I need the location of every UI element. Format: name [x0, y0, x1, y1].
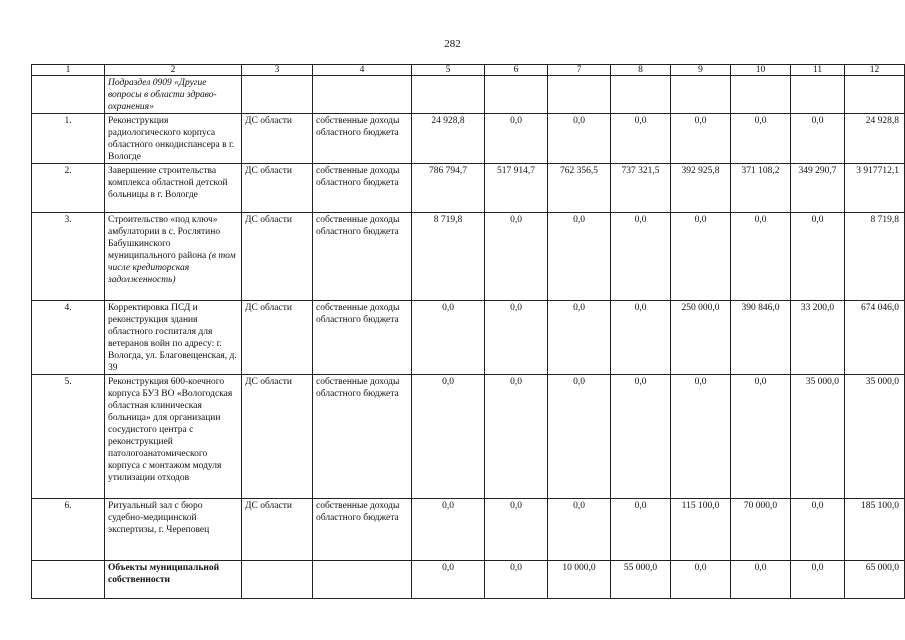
value-col8: 0,0 [611, 499, 671, 561]
table-row [32, 301, 905, 375]
header-cell-9: 9 [671, 65, 731, 76]
table-row [32, 375, 905, 499]
value-col5: 0,0 [412, 499, 485, 561]
municipal-row [32, 561, 905, 599]
value-col10: 70 000,0 [731, 499, 791, 561]
value-col10: 0,0 [731, 375, 791, 499]
header-row [32, 65, 905, 76]
value-col6: 0,0 [485, 213, 548, 301]
value-col8: 0,0 [611, 301, 671, 375]
table-row [32, 213, 905, 301]
page-number: 282 [444, 38, 461, 50]
table-row [32, 499, 905, 561]
customer: ДС области [242, 213, 313, 301]
value-col8: 0,0 [611, 213, 671, 301]
value-col11: 35 000,0 [791, 375, 845, 499]
funding-source: собственные доходы областного бюджета [313, 375, 412, 499]
value-col7: 0,0 [548, 301, 611, 375]
value-col10: 0,0 [731, 213, 791, 301]
value-total: 65 000,0 [845, 561, 905, 599]
value-col11: 0,0 [791, 213, 845, 301]
value-col5: 0,0 [412, 375, 485, 499]
value-col10: 371 108,2 [731, 164, 791, 213]
customer: ДС области [242, 499, 313, 561]
table-row [32, 164, 905, 213]
value-col9: 392 925,8 [671, 164, 731, 213]
value-col11: 33 200,0 [791, 301, 845, 375]
object-name: Строительство «под ключ» амбулатории в с. Рослятино Бабушкинского муниципального района (в том числе кредиторская задолженность) [105, 213, 242, 301]
header-cell-5: 5 [412, 65, 485, 76]
value-col11: 349 290,7 [791, 164, 845, 213]
value-col6: 0,0 [485, 114, 548, 164]
object-name: Ритуальный зал с бюро судебно-медицинской экспертизы, г. Череповец [105, 499, 242, 561]
header-cell-1: 1 [32, 65, 105, 76]
value-col9: 0,0 [671, 375, 731, 499]
object-name-note: (в том числе кредиторская задолженность) [108, 251, 236, 285]
object-name: Завершение строительства комплекса областной детской больницы в г. Вологде [105, 164, 242, 213]
funding-source: собственные доходы областного бюджета [313, 213, 412, 301]
value-col6: 0,0 [485, 375, 548, 499]
subsection-row [32, 76, 905, 114]
value-col6: 0,0 [485, 561, 548, 599]
value-col11: 0,0 [791, 499, 845, 561]
customer: ДС области [242, 164, 313, 213]
row-number: 2. [32, 164, 105, 213]
object-name: Реконструкция 600-коечного корпуса БУЗ ВО «Вологодская областная клиническая больница» для организации сосудистого центра с реконструкцией патологоанатомического корпуса с монтажом модуля утилизации отходов [105, 375, 242, 499]
value-col8: 0,0 [611, 375, 671, 499]
value-col11: 0,0 [791, 561, 845, 599]
value-col9: 0,0 [671, 213, 731, 301]
row-number: 3. [32, 213, 105, 301]
header-cell-6: 6 [485, 65, 548, 76]
customer: ДС области [242, 114, 313, 164]
customer: ДС области [242, 301, 313, 375]
value-col5: 786 794,7 [412, 164, 485, 213]
header-cell-10: 10 [731, 65, 791, 76]
value-total: 8 719,8 [845, 213, 905, 301]
value-col5: 24 928,8 [412, 114, 485, 164]
funding-source: собственные доходы областного бюджета [313, 301, 412, 375]
header-cell-7: 7 [548, 65, 611, 76]
funding-source: собственные доходы областного бюджета [313, 164, 412, 213]
header-cell-11: 11 [791, 65, 845, 76]
value-total: 674 046,0 [845, 301, 905, 375]
header-cell-4: 4 [313, 65, 412, 76]
table-row [32, 114, 905, 164]
municipal-title: Объекты муниципальной собственности [105, 561, 242, 599]
funding-source: собственные доходы областного бюджета [313, 499, 412, 561]
value-col7: 0,0 [548, 499, 611, 561]
value-col7: 10 000,0 [548, 561, 611, 599]
row-number: 1. [32, 114, 105, 164]
value-col11: 0,0 [791, 114, 845, 164]
header-cell-8: 8 [611, 65, 671, 76]
object-name: Корректировка ПСД и реконструкция здания областного госпиталя для ветеранов войн по адресу: г. Вологда, ул. Благовещенская, д. 39 [105, 301, 242, 375]
budget-table [31, 64, 905, 599]
value-col5: 0,0 [412, 301, 485, 375]
value-col6: 517 914,7 [485, 164, 548, 213]
header-cell-2: 2 [105, 65, 242, 76]
value-col5: 8 719,8 [412, 213, 485, 301]
value-col8: 0,0 [611, 114, 671, 164]
value-col7: 0,0 [548, 114, 611, 164]
value-col10: 0,0 [731, 561, 791, 599]
value-col8: 737 321,5 [611, 164, 671, 213]
value-col9: 0,0 [671, 114, 731, 164]
row-number: 6. [32, 499, 105, 561]
value-total: 35 000,0 [845, 375, 905, 499]
value-col5: 0,0 [412, 561, 485, 599]
value-col7: 0,0 [548, 375, 611, 499]
object-name: Реконструкция радиологического корпуса областного онкодиспансера в г. Вологде [105, 114, 242, 164]
header-cell-12: 12 [845, 65, 905, 76]
value-col6: 0,0 [485, 301, 548, 375]
header-cell-3: 3 [242, 65, 313, 76]
value-col7: 762 356,5 [548, 164, 611, 213]
row-number: 4. [32, 301, 105, 375]
value-col7: 0,0 [548, 213, 611, 301]
value-total: 3 917712,1 [845, 164, 905, 213]
subsection-title: Подраздел 0909 «Другие вопросы в области здраво-охранения» [105, 76, 242, 114]
value-col9: 250 000,0 [671, 301, 731, 375]
row-number: 5. [32, 375, 105, 499]
funding-source: собственные доходы областного бюджета [313, 114, 412, 164]
value-col10: 390 846,0 [731, 301, 791, 375]
value-col8: 55 000,0 [611, 561, 671, 599]
value-col9: 0,0 [671, 561, 731, 599]
value-total: 185 100,0 [845, 499, 905, 561]
customer: ДС области [242, 375, 313, 499]
value-col10: 0,0 [731, 114, 791, 164]
value-col9: 115 100,0 [671, 499, 731, 561]
value-total: 24 928,8 [845, 114, 905, 164]
value-col6: 0,0 [485, 499, 548, 561]
